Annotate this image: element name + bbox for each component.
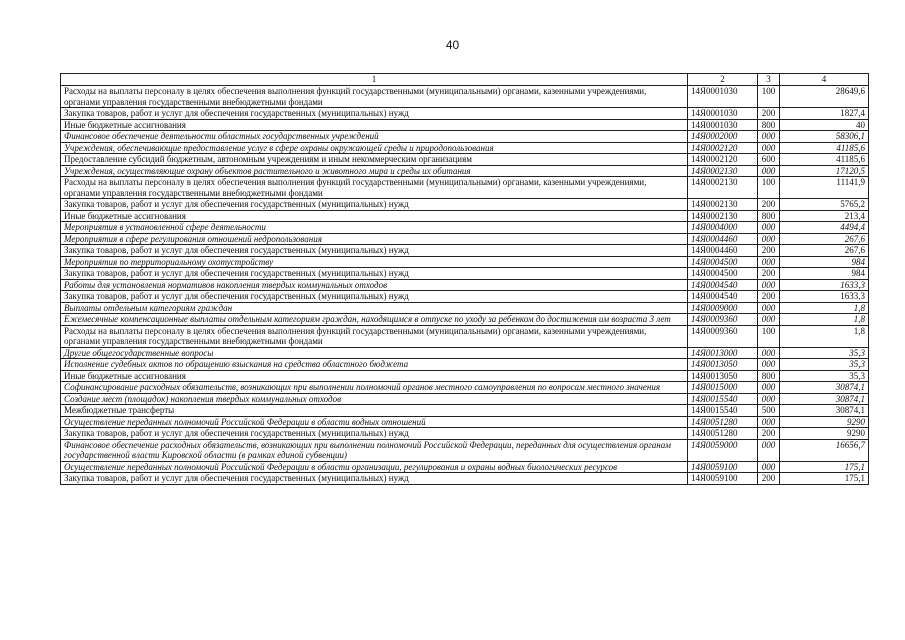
- row-kind-cell: 000: [758, 347, 780, 359]
- row-kind-cell: 200: [758, 199, 780, 211]
- row-name-cell: Осуществление переданных полномочий Российской Федерации в области водных отношений: [61, 416, 688, 428]
- row-amount-cell: 4494,4: [780, 222, 869, 234]
- row-name-cell: Закупка товаров, работ и услуг для обеспечения государственных (муниципальных) нужд: [61, 108, 688, 120]
- table-row: [61, 233, 869, 245]
- row-code-cell: 14Я0001030: [688, 86, 758, 108]
- row-name-cell: Закупка товаров, работ и услуг для обеспечения государственных (муниципальных) нужд: [61, 473, 688, 485]
- row-code-cell: 14Я0009360: [688, 325, 758, 347]
- row-kind-cell: 200: [758, 268, 780, 280]
- row-kind-cell: 000: [758, 142, 780, 154]
- row-kind-cell: 000: [758, 233, 780, 245]
- row-name-cell: Осуществление переданных полномочий Российской Федерации в области организации, регулирования и охраны водных биологических ресурсов: [61, 461, 688, 473]
- table-row: [61, 154, 869, 166]
- row-amount-cell: 35,3: [780, 370, 869, 382]
- page-number: 40: [445, 38, 460, 52]
- row-name-cell: Мероприятия по территориальному охотустройству: [61, 256, 688, 268]
- row-amount-cell: 1633,3: [780, 291, 869, 303]
- row-name-cell: Софинансирование расходных обязательств, возникающих при выполнении полномочий органов местного самоуправления по вопросам местного значения: [61, 382, 688, 394]
- row-amount-cell: 35,3: [780, 359, 869, 371]
- row-kind-cell: 100: [758, 86, 780, 108]
- row-code-cell: 14Я0004500: [688, 268, 758, 280]
- row-kind-cell: 000: [758, 393, 780, 405]
- row-amount-cell: 30874,1: [780, 382, 869, 394]
- row-code-cell: 14Я0002130: [688, 177, 758, 199]
- row-kind-cell: 000: [758, 416, 780, 428]
- row-code-cell: 14Я0009360: [688, 314, 758, 326]
- table-row: [61, 428, 869, 440]
- row-amount-cell: 1,8: [780, 302, 869, 314]
- row-name-cell: Иные бюджетные ассигнования: [61, 119, 688, 131]
- header-cell-code: 2: [688, 74, 758, 86]
- table-row: [61, 142, 869, 154]
- row-name-cell: Выплаты отдельным категориям граждан: [61, 302, 688, 314]
- row-name-cell: Другие общегосударственные вопросы: [61, 347, 688, 359]
- table-row: [61, 405, 869, 417]
- row-amount-cell: 984: [780, 268, 869, 280]
- row-kind-cell: 100: [758, 325, 780, 347]
- row-name-cell: Мероприятия в сфере регулирования отношений недропользования: [61, 233, 688, 245]
- table-header-row: [61, 74, 869, 86]
- row-amount-cell: 175,1: [780, 461, 869, 473]
- row-kind-cell: 000: [758, 461, 780, 473]
- row-amount-cell: 984: [780, 256, 869, 268]
- row-name-cell: Финансовое обеспечение деятельности областных государственных учреждений: [61, 131, 688, 143]
- row-code-cell: 14Я0059100: [688, 473, 758, 485]
- row-code-cell: 14Я0013050: [688, 359, 758, 371]
- row-amount-cell: 58306,1: [780, 131, 869, 143]
- row-name-cell: Учреждения, обеспечивающие предоставление услуг в сфере охраны окружающей среды и природопользования: [61, 142, 688, 154]
- row-kind-cell: 200: [758, 473, 780, 485]
- row-amount-cell: 9290: [780, 416, 869, 428]
- table-row: [61, 177, 869, 199]
- header-cell-name: 1: [61, 74, 688, 86]
- row-amount-cell: 17120,5: [780, 165, 869, 177]
- table-row: [61, 359, 869, 371]
- row-name-cell: Иные бюджетные ассигнования: [61, 210, 688, 222]
- row-name-cell: Предоставление субсидий бюджетным, автономным учреждениям и иным некоммерческим организациям: [61, 154, 688, 166]
- row-code-cell: 14Я0001030: [688, 119, 758, 131]
- row-amount-cell: 267,6: [780, 233, 869, 245]
- table-row: [61, 347, 869, 359]
- row-name-cell: Создание мест (площадок) накопления твердых коммунальных отходов: [61, 393, 688, 405]
- table-row: [61, 314, 869, 326]
- budget-table-body: [61, 74, 869, 485]
- row-code-cell: 14Я0002120: [688, 154, 758, 166]
- row-code-cell: 14Я0001030: [688, 108, 758, 120]
- row-name-cell: Финансовое обеспечение расходных обязательств, возникающих при выполнении полномочий Российской Федерации, переданных для осуществления органам государственной власти Кировской области (в рамках единой субвенции): [61, 439, 688, 461]
- row-name-cell: Работы для установления нормативов накопления твердых коммунальных отходов: [61, 279, 688, 291]
- table-row: [61, 108, 869, 120]
- row-name-cell: Расходы на выплаты персоналу в целях обеспечения выполнения функций государственными (муниципальными) органами, казенными учреждениями, органами управления государственными внебюджетными фондами: [61, 325, 688, 347]
- budget-table: [60, 73, 869, 485]
- row-code-cell: 14Я0004460: [688, 245, 758, 257]
- row-kind-cell: 000: [758, 165, 780, 177]
- table-row: [61, 222, 869, 234]
- row-amount-cell: 30874,1: [780, 405, 869, 417]
- row-name-cell: Ежемесячные компенсационные выплаты отдельным категориям граждан, находящимся в отпуске по уходу за ребенком до достижения им возраста 3 лет: [61, 314, 688, 326]
- table-row: [61, 199, 869, 211]
- row-amount-cell: 9290: [780, 428, 869, 440]
- row-kind-cell: 500: [758, 405, 780, 417]
- row-kind-cell: 200: [758, 291, 780, 303]
- row-kind-cell: 000: [758, 439, 780, 461]
- table-row: [61, 370, 869, 382]
- row-name-cell: Расходы на выплаты персоналу в целях обеспечения выполнения функций государственными (муниципальными) органами, казенными учреждениями, органами управления государственными внебюджетными фондами: [61, 86, 688, 108]
- row-kind-cell: 000: [758, 359, 780, 371]
- table-row: [61, 119, 869, 131]
- row-code-cell: 14Я0004460: [688, 233, 758, 245]
- row-code-cell: 14Я0002130: [688, 199, 758, 211]
- table-row: [61, 256, 869, 268]
- row-amount-cell: 41185,6: [780, 142, 869, 154]
- row-code-cell: 14Я0002130: [688, 165, 758, 177]
- table-row: [61, 86, 869, 108]
- table-row: [61, 325, 869, 347]
- row-name-cell: Учреждения, осуществляющие охрану объектов растительного и животного мира и среды их обитания: [61, 165, 688, 177]
- table-row: [61, 393, 869, 405]
- table-row: [61, 268, 869, 280]
- row-amount-cell: 28649,6: [780, 86, 869, 108]
- row-kind-cell: 000: [758, 314, 780, 326]
- row-amount-cell: 40: [780, 119, 869, 131]
- row-code-cell: 14Я0002130: [688, 210, 758, 222]
- table-row: [61, 473, 869, 485]
- row-name-cell: Закупка товаров, работ и услуг для обеспечения государственных (муниципальных) нужд: [61, 291, 688, 303]
- row-code-cell: 14Я0059000: [688, 439, 758, 461]
- table-row: [61, 131, 869, 143]
- row-code-cell: 14Я0004540: [688, 279, 758, 291]
- table-row: [61, 382, 869, 394]
- header-cell-amount: 4: [780, 74, 869, 86]
- row-kind-cell: 100: [758, 177, 780, 199]
- row-name-cell: Межбюджетные трансферты: [61, 405, 688, 417]
- row-kind-cell: 000: [758, 302, 780, 314]
- row-amount-cell: 175,1: [780, 473, 869, 485]
- row-kind-cell: 800: [758, 370, 780, 382]
- row-amount-cell: 1827,4: [780, 108, 869, 120]
- row-kind-cell: 000: [758, 256, 780, 268]
- row-kind-cell: 000: [758, 279, 780, 291]
- row-name-cell: Исполнение судебных актов по обращению взыскания на средства областного бюджета: [61, 359, 688, 371]
- row-code-cell: 14Я0051280: [688, 416, 758, 428]
- row-code-cell: 14Я0004540: [688, 291, 758, 303]
- row-code-cell: 14Я0015540: [688, 393, 758, 405]
- row-amount-cell: 41185,6: [780, 154, 869, 166]
- row-name-cell: Расходы на выплаты персоналу в целях обеспечения выполнения функций государственными (муниципальными) органами, казенными учреждениями, органами управления государственными внебюджетными фондами: [61, 177, 688, 199]
- row-code-cell: 14Я0002120: [688, 142, 758, 154]
- row-amount-cell: 11141,9: [780, 177, 869, 199]
- row-amount-cell: 1,8: [780, 325, 869, 347]
- table-row: [61, 302, 869, 314]
- row-code-cell: 14Я0015540: [688, 405, 758, 417]
- row-amount-cell: 267,6: [780, 245, 869, 257]
- row-amount-cell: 5765,2: [780, 199, 869, 211]
- row-name-cell: Мероприятия в установленной сфере деятельности: [61, 222, 688, 234]
- row-kind-cell: 600: [758, 154, 780, 166]
- row-kind-cell: 000: [758, 382, 780, 394]
- row-kind-cell: 200: [758, 428, 780, 440]
- row-name-cell: Закупка товаров, работ и услуг для обеспечения государственных (муниципальных) нужд: [61, 428, 688, 440]
- row-amount-cell: 213,4: [780, 210, 869, 222]
- row-name-cell: Закупка товаров, работ и услуг для обеспечения государственных (муниципальных) нужд: [61, 199, 688, 211]
- row-code-cell: 14Я0004500: [688, 256, 758, 268]
- row-name-cell: Закупка товаров, работ и услуг для обеспечения государственных (муниципальных) нужд: [61, 268, 688, 280]
- row-amount-cell: 1,8: [780, 314, 869, 326]
- header-cell-kind: 3: [758, 74, 780, 86]
- row-kind-cell: 000: [758, 222, 780, 234]
- row-code-cell: 14Я0059100: [688, 461, 758, 473]
- row-code-cell: 14Я0013050: [688, 370, 758, 382]
- row-amount-cell: 30874,1: [780, 393, 869, 405]
- table-row: [61, 439, 869, 461]
- row-kind-cell: 800: [758, 119, 780, 131]
- row-kind-cell: 800: [758, 210, 780, 222]
- row-amount-cell: 35,3: [780, 347, 869, 359]
- table-row: [61, 291, 869, 303]
- table-row: [61, 416, 869, 428]
- row-amount-cell: 1633,3: [780, 279, 869, 291]
- row-name-cell: Иные бюджетные ассигнования: [61, 370, 688, 382]
- row-name-cell: Закупка товаров, работ и услуг для обеспечения государственных (муниципальных) нужд: [61, 245, 688, 257]
- table-row: [61, 210, 869, 222]
- row-kind-cell: 000: [758, 131, 780, 143]
- table-row: [61, 165, 869, 177]
- row-code-cell: 14Я0015000: [688, 382, 758, 394]
- row-kind-cell: 200: [758, 245, 780, 257]
- row-code-cell: 14Я0004000: [688, 222, 758, 234]
- table-row: [61, 245, 869, 257]
- row-code-cell: 14Я0051280: [688, 428, 758, 440]
- table-row: [61, 279, 869, 291]
- row-code-cell: 14Я0002000: [688, 131, 758, 143]
- row-code-cell: 14Я0009000: [688, 302, 758, 314]
- row-amount-cell: 16656,7: [780, 439, 869, 461]
- row-kind-cell: 200: [758, 108, 780, 120]
- table-row: [61, 461, 869, 473]
- row-code-cell: 14Я0013000: [688, 347, 758, 359]
